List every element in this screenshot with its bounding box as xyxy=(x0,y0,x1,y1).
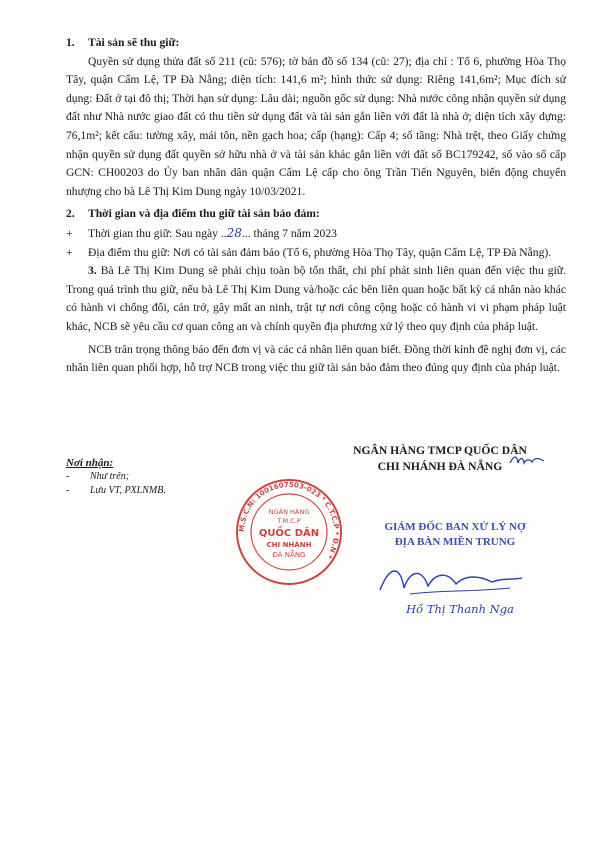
section-1-body: Quyền sử dụng thửa đất số 211 (cũ: 576); tờ bản đồ số 134 (cũ: 27); địa chỉ : Tổ 6, phường Hòa Thọ Tây, quận Cẩm Lệ, TP Đà Nẵng; diện tích: 141,6 m²; hình thức sử dụng: Riêng 141,6m²; Mục đích sử dụng: Đất ở tại đô thị; Thời hạn sử dụng: Lâu dài; nguồn gốc sử dụng: Nhà nước công nhận quyền sử dụng đất như Nhà nước giao đất có thu tiền sử dụng đất và tài sản gắn liền với đất là nhà ở; diện tích xây dựng: 76,1m²; kết cấu: tường xây, mái tôn, nền gạch hoa; cấp (hạng): Cấp 4; số tầng: Nhà trệt, theo Giấy chứng nhận quyền sử dụng đất quyền sở hữu nhà ở và tài sản khác gắn liền với đất số BC179242, số vào sổ cấp GCN: CH00203 do Ủy ban nhân dân quận Cẩm Lệ cấp cho ông Trần Tiến Nguyên, biến động chuyển nhượng cho bà Lê Thị Kim Dung ngày 10/03/2021. xyxy=(66,54,566,198)
section-3 xyxy=(66,262,566,336)
collection-time-suffix: ... tháng 7 năm 2023 xyxy=(241,226,337,240)
signer-position-line-2: ĐỊA BÀN MIỀN TRUNG xyxy=(394,536,516,548)
collection-place-text: Địa điểm thu giữ: Nơi có tài sản đảm bảo (Tổ 6, phường Hòa Thọ Tây, quận Cẩm Lệ, TP Đà Nẵng). xyxy=(88,245,552,259)
seal-line-5: ĐÀ NẴNG xyxy=(272,551,306,559)
signer-position-line-1: GIÁM ĐỐC BAN XỬ LÝ NỢ xyxy=(384,521,526,533)
seal-line-2: T.M.C.P xyxy=(277,517,301,525)
bullet-mark: + xyxy=(66,226,73,240)
document-body xyxy=(66,34,566,378)
recipient-item-text: Lưu VT, PXLNMB. xyxy=(90,485,166,496)
company-seal-icon xyxy=(233,476,345,588)
collection-place xyxy=(66,244,566,263)
seal-line-4: CHI NHÁNH xyxy=(266,541,312,549)
collection-time-prefix: Thời gian thu giữ: Sau ngày .. xyxy=(88,226,227,240)
section-3-body: Bà Lê Thị Kim Dung sẽ phải chịu toàn bộ tổn thất, chi phí phát sinh liên quan đến việc thu giữ. Trong quá trình thu giữ, nếu bà Lê Thị Kim Dung và/hoặc các bên liên quan hoặc bất kỳ cá nhân nào khác có hành vi chống đối, cản trở, gây mất an ninh, trật tự nơi công cộng hoặc có hành vi vi phạm pháp luật khác, NCB sẽ yêu cầu cơ quan công an và chính quyền địa phương xử lý theo quy định của pháp luật. xyxy=(66,264,566,333)
signer-branch-name: CHI NHÁNH ĐÀ NẴNG xyxy=(377,460,503,473)
bullet-mark: + xyxy=(66,245,73,259)
seal-ring-text: M.S.C.N: 1001607503-023 * C.T.C.P * Đ.N * xyxy=(237,480,341,560)
collection-day-handwritten: 28 xyxy=(226,225,242,240)
recipient-item: - Như trên; xyxy=(66,471,130,482)
seal-line-3: QUỐC DÂN xyxy=(258,528,320,539)
closing-paragraph: NCB trân trọng thông báo đến đơn vị và các cá nhân liên quan biết. Đồng thời kính đề nghị đơn vị, các nhân liên quan phối hợp, hỗ trợ NCB trong việc thu giữ tài sản bảo đảm theo đúng quy định của pháp luật. xyxy=(66,342,566,375)
section-2-title: Thời gian và địa điểm thu giữ tài sản bảo đảm: xyxy=(88,207,320,221)
seal-line-1: NGÂN HÀNG xyxy=(268,508,310,516)
recipients-title: Nơi nhận: xyxy=(66,457,114,469)
section-1-title: Tài sản sẽ thu giữ: xyxy=(88,36,180,49)
initial-signature-icon xyxy=(508,451,548,469)
section-2-heading xyxy=(66,205,566,224)
recipient-item: - Lưu VT, PXLNMB. xyxy=(66,485,166,496)
collection-time xyxy=(66,224,566,244)
section-1-number: 1. xyxy=(66,36,75,49)
signer-position xyxy=(340,520,570,550)
signature-icon xyxy=(370,560,530,600)
section-2-number: 2. xyxy=(66,207,75,221)
signer-bank-name: NGÂN HÀNG TMCP QUỐC DÂN xyxy=(353,444,527,457)
signer-name: Hồ Thị Thanh Nga xyxy=(406,602,514,616)
section-1-heading xyxy=(66,34,566,53)
recipient-item-text: Như trên; xyxy=(90,471,130,482)
section-3-number: 3. xyxy=(88,264,97,278)
